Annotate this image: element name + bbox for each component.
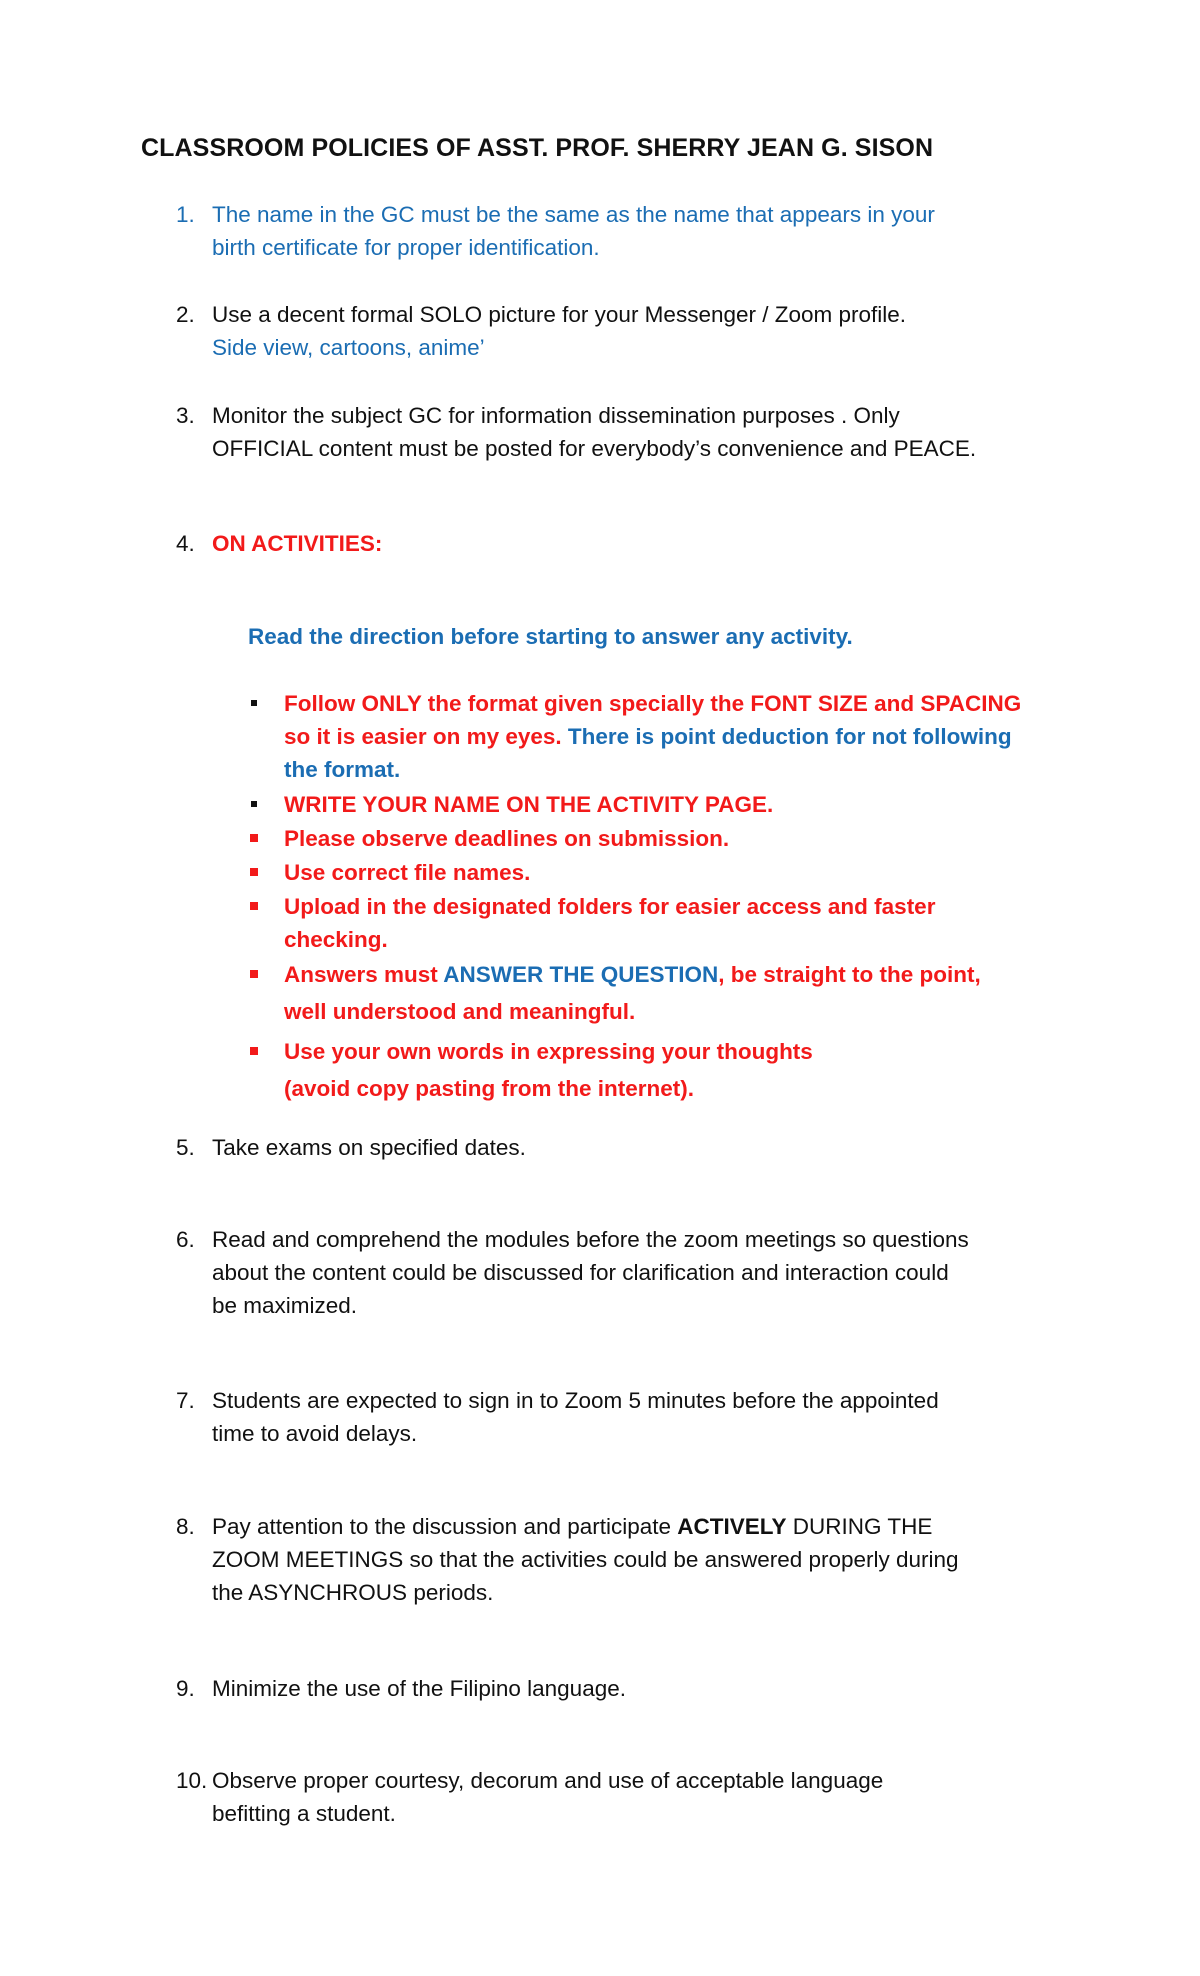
bullet-text-segment: There is point deduction for not following: [567, 724, 1012, 749]
activities-intro: Read the direction before starting to answer any activity.: [248, 624, 853, 649]
bullet-text-line: Follow ONLY the format given specially the FONT SIZE and SPACING: [284, 691, 1022, 716]
bullet-square-icon: [250, 902, 258, 910]
bullet-text-segment: ANSWER THE QUESTION: [443, 962, 719, 987]
item-number: 5.: [176, 1135, 195, 1160]
bullet-text-line: Please observe deadlines on submission.: [284, 826, 730, 851]
bullet-square-icon: [250, 868, 258, 876]
item-text-line: time to avoid delays.: [212, 1421, 418, 1446]
bullet-square-icon: [250, 970, 258, 978]
item-text-line: befitting a student.: [212, 1801, 396, 1826]
item-text-line: be maximized.: [212, 1293, 358, 1318]
item-text-segment: Pay attention to the discussion and participate: [212, 1514, 678, 1539]
bullet-square-icon: [251, 801, 257, 807]
item-number: 1.: [176, 202, 195, 227]
item-text-line: ZOOM MEETINGS so that the activities could be answered properly during: [212, 1547, 959, 1572]
item-text-line: Read and comprehend the modules before the zoom meetings so questions: [212, 1227, 969, 1252]
page-title: CLASSROOM POLICIES OF ASST. PROF. SHERRY JEAN G. SISON: [141, 134, 934, 162]
item-text-line: Monitor the subject GC for information dissemination purposes . Only: [212, 403, 900, 428]
item-number: 4.: [176, 531, 195, 556]
item-number: 8.: [176, 1514, 195, 1539]
bullet-text-line: well understood and meaningful.: [284, 999, 636, 1024]
bullet-square-icon: [250, 834, 258, 842]
bullet-text-segment: so it is easier on my eyes.: [284, 724, 568, 749]
item-text-line: birth certificate for proper identification.: [212, 235, 600, 260]
bullet-text-line: Use correct file names.: [284, 860, 531, 885]
item-text-line: Students are expected to sign in to Zoom 5 minutes before the appointed: [212, 1388, 939, 1413]
bullet-text-line: the format.: [284, 757, 401, 782]
item-note-line: Side view, cartoons, anime’: [212, 335, 485, 360]
activities-heading: ON ACTIVITIES:: [212, 531, 383, 556]
item-number: 3.: [176, 403, 195, 428]
item-number: 2.: [176, 302, 195, 327]
bullet-text-line: WRITE YOUR NAME ON THE ACTIVITY PAGE.: [284, 792, 774, 817]
item-number: 9.: [176, 1676, 195, 1701]
bullet-text-line: Use your own words in expressing your thoughts: [284, 1039, 813, 1064]
item-number: 7.: [176, 1388, 195, 1413]
item-text-segment: DURING THE: [786, 1514, 933, 1539]
bullet-text-line: (avoid copy pasting from the internet).: [284, 1076, 695, 1101]
bullet-text-line: checking.: [284, 927, 388, 952]
item-number: 6.: [176, 1227, 195, 1252]
item-text-line: Minimize the use of the Filipino language.: [212, 1676, 626, 1701]
bullet-square-icon: [250, 1047, 258, 1055]
item-text-line: about the content could be discussed for clarification and interaction could: [212, 1260, 949, 1285]
bullet-text-segment: , be straight to the point,: [718, 962, 981, 987]
item-text-line: Observe proper courtesy, decorum and use of acceptable language: [212, 1768, 884, 1793]
item-number: 10.: [176, 1768, 208, 1793]
item-text-line: Take exams on specified dates.: [212, 1135, 526, 1160]
item-text-line: the ASYNCHROUS periods.: [212, 1580, 494, 1605]
bullet-text-segment: Answers must: [284, 962, 444, 987]
item-text-emphasis: ACTIVELY: [677, 1514, 787, 1539]
bullet-text-line: Upload in the designated folders for easier access and faster: [284, 894, 936, 919]
item-text-line: The name in the GC must be the same as the name that appears in your: [212, 202, 935, 227]
item-text-line: Use a decent formal SOLO picture for your Messenger / Zoom profile.: [212, 302, 907, 327]
item-text-line: OFFICIAL content must be posted for everybody’s convenience and PEACE.: [212, 436, 977, 461]
bullet-square-icon: [251, 700, 257, 706]
